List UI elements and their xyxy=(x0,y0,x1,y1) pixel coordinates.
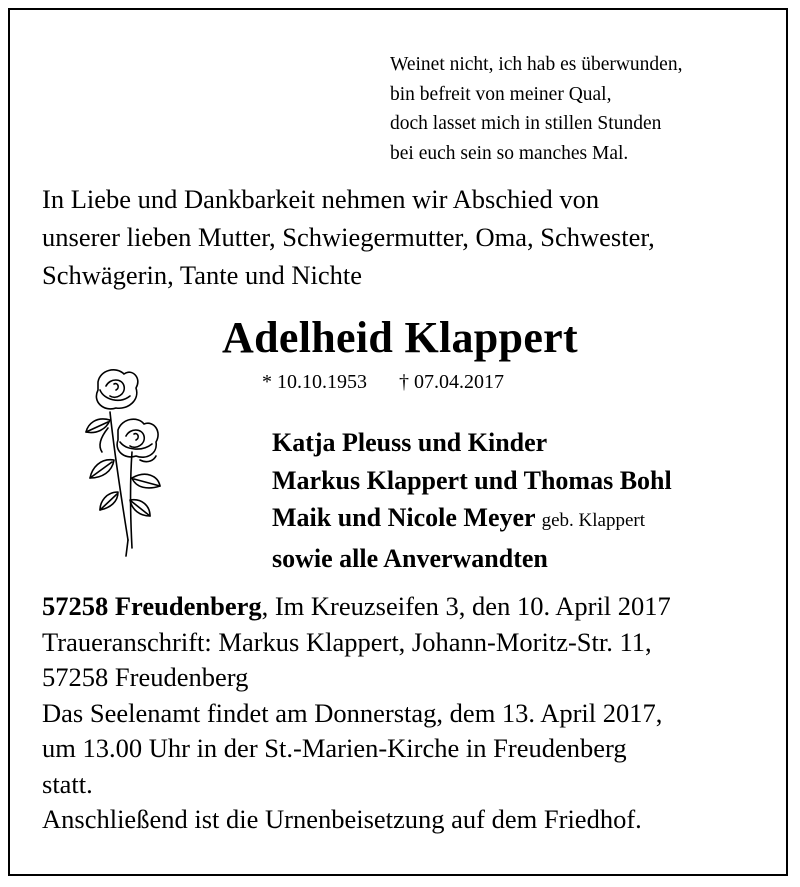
mass-line: statt. xyxy=(42,768,93,799)
mourner-names: Maik und Nicole Meyer xyxy=(272,503,536,532)
intro-line: Schwägerin, Tante und Nichte xyxy=(42,260,362,290)
mourner-line: sowie alle Anverwandten xyxy=(272,543,548,573)
verse-line: doch lasset mich in stillen Stunden xyxy=(390,113,662,134)
born-symbol: * xyxy=(262,371,272,393)
mourner-line xyxy=(272,499,672,540)
mourner-line: Katja Pleuss und Kinder xyxy=(272,428,548,457)
life-dates xyxy=(262,371,504,394)
service-info xyxy=(42,589,671,838)
intro-text xyxy=(42,180,655,294)
verse xyxy=(390,50,682,168)
address-line: 57258 Freudenberg xyxy=(42,662,249,692)
rose-icon xyxy=(70,360,180,560)
birth-date: 10.10.1953 xyxy=(277,371,367,393)
intro-line: unserer lieben Mutter, Schwiegermutter, Oma, Schwester, xyxy=(42,222,655,252)
maiden-name-note: geb. Klappert xyxy=(541,510,646,531)
place-rest: , Im Kreuzseifen 3, den 10. April 2017 xyxy=(261,591,671,621)
place-date-line xyxy=(42,589,671,625)
death-date: 07.04.2017 xyxy=(414,371,504,393)
mourners xyxy=(272,424,672,577)
verse-line: bei euch sein so manches Mal. xyxy=(390,142,629,164)
mass-line: Das Seelenamt findet am Donnerstag, dem 13. April 2017, xyxy=(42,697,663,728)
intro-line: In Liebe und Dankbarkeit nehmen wir Abschied von xyxy=(42,184,600,214)
place-bold: 57258 Freudenberg xyxy=(42,591,262,621)
mourner-line: Markus Klappert und Thomas Bohl xyxy=(272,465,672,495)
died-symbol: † xyxy=(399,371,409,393)
mass-line: um 13.00 Uhr in der St.-Marien-Kirche in Freudenberg xyxy=(42,733,627,763)
deceased-name: Adelheid Klappert xyxy=(222,313,578,362)
address-line: Traueranschrift: Markus Klappert, Johann-Moritz-Str. 11, xyxy=(42,626,652,657)
verse-line: Weinet nicht, ich hab es überwunden, xyxy=(390,54,683,75)
burial-line: Anschließend ist die Urnenbeisetzung auf dem Friedhof. xyxy=(42,804,642,834)
verse-line: bin befreit von meiner Qual, xyxy=(390,83,612,105)
